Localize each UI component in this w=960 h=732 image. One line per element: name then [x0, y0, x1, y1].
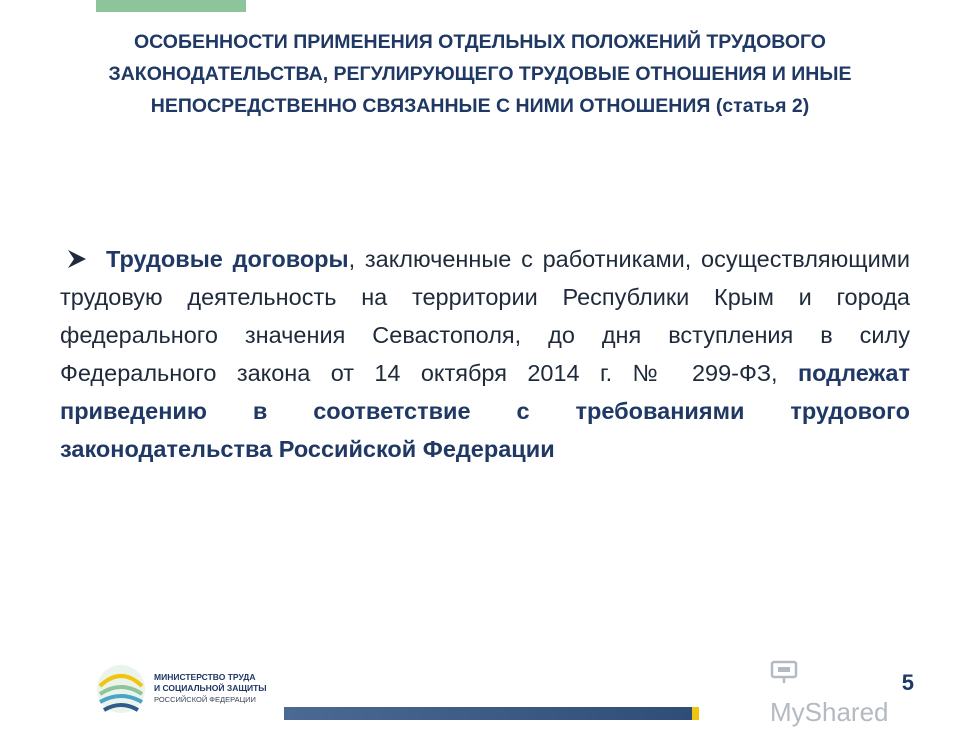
presentation-icon	[770, 659, 798, 685]
page-number: 5	[901, 670, 914, 695]
bullet-text: , заключенные с работниками, осуществляющими трудовую деятельность на территории Республики Крым и города федерального значения Севастополя, до дня вступления в силу Федерального закона от 14 октября 2014 г. № 299-ФЗ,	[60, 246, 910, 386]
slide-title-main: ОСОБЕННОСТИ ПРИМЕНЕНИЯ ОТДЕЛЬНЫХ ПОЛОЖЕНИЙ ТРУДОВОГО ЗАКОНОДАТЕЛЬСТВА, РЕГУЛИРУЮЩЕГО ТРУДОВЫЕ ОТНОШЕНИЯ И ИНЫЕ НЕПОСРЕДСТВЕННО СВЯЗАННЫЕ С НИМИ ОТНОШЕНИЯ	[108, 31, 852, 117]
bottom-bar	[284, 707, 694, 720]
top-accent-bar	[96, 0, 246, 12]
ministry-emblem-icon	[96, 664, 146, 714]
arrow-bullet-icon	[66, 248, 88, 270]
bottom-accent	[692, 707, 699, 720]
logo-line-1: МИНИСТЕРСТВО ТРУДА	[154, 672, 256, 682]
slide-title	[60, 26, 900, 122]
bullet-paragraph	[60, 240, 910, 468]
slide-title-suffix: (статья 2)	[715, 95, 810, 117]
watermark-text: MyShared	[770, 697, 889, 727]
bullet-highlight: подлежат приведению в соответствие с требованиями трудового законодательства Российской Федерации	[60, 360, 910, 462]
logo-text	[154, 672, 294, 705]
ministry-logo	[96, 662, 286, 718]
logo-line-3: РОССИЙСКОЙ ФЕДЕРАЦИИ	[154, 695, 256, 704]
bullet-lead: Трудовые договоры	[106, 246, 349, 272]
logo-line-2: И СОЦИАЛЬНОЙ ЗАЩИТЫ	[154, 683, 267, 693]
